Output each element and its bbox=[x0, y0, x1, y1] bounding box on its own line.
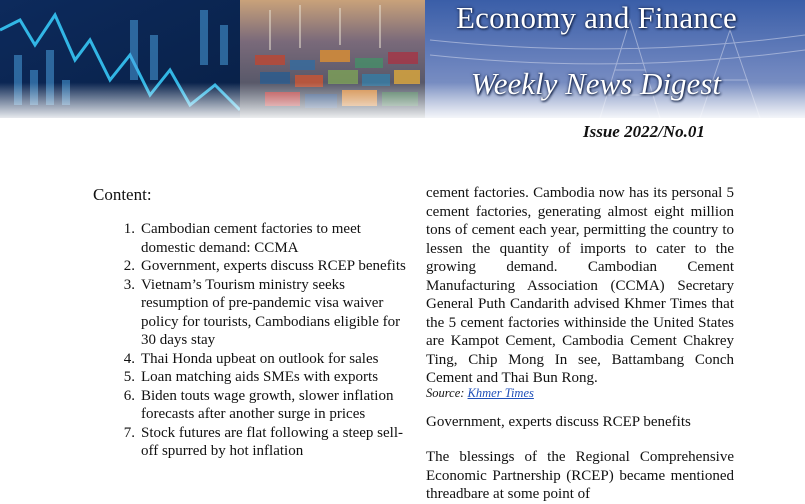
contents-item-number: 2. bbox=[123, 258, 135, 274]
contents-item[interactable] bbox=[113, 387, 413, 424]
contents-item-number: 4. bbox=[123, 350, 135, 367]
article-body bbox=[426, 448, 734, 504]
contents-item-number: 3. bbox=[123, 276, 135, 293]
contents-item-text: Stock futures are flat following a steep sell-off spurred by hot inflation bbox=[141, 424, 404, 459]
source-link[interactable]: Khmer Times bbox=[467, 386, 534, 400]
contents-item-text: Cambodian cement factories to meet domestic demand: CCMA bbox=[141, 221, 361, 256]
header-banner bbox=[0, 0, 805, 118]
contents-item-text: Government, experts discuss RCEP benefits bbox=[141, 258, 406, 274]
banner-subtitle: Weekly News Digest bbox=[470, 66, 721, 101]
contents-item[interactable] bbox=[113, 257, 413, 276]
contents-list bbox=[113, 220, 413, 461]
contents-item-text: Loan matching aids SMEs with exports bbox=[141, 369, 379, 385]
contents-item[interactable] bbox=[113, 220, 413, 257]
contents-item-number: 7. bbox=[123, 424, 135, 441]
issue-number: Issue 2022/No.01 bbox=[583, 122, 705, 141]
contents-item-text: Vietnam’s Tourism ministry seeks resumption of pre-pandemic visa waiver policy for tourists, Cambodians eligible for 30 days stay bbox=[141, 276, 401, 348]
article-source bbox=[426, 386, 534, 401]
contents-item[interactable] bbox=[113, 424, 413, 461]
contents-item-number: 6. bbox=[123, 387, 135, 404]
article-body-continued bbox=[426, 184, 734, 388]
contents-item[interactable] bbox=[113, 368, 413, 387]
contents-item[interactable] bbox=[113, 276, 413, 350]
contents-item-number: 5. bbox=[123, 369, 135, 385]
source-label: Source: bbox=[426, 386, 465, 400]
article-title: Government, experts discuss RCEP benefits bbox=[426, 414, 691, 430]
contents-item-number: 1. bbox=[123, 221, 135, 237]
banner-title: Economy and Finance bbox=[456, 0, 737, 35]
contents-item-text: Biden touts wage growth, slower inflation forecasts after another surge in prices bbox=[141, 387, 394, 422]
article-paragraph: cement factories. Cambodia now has its personal 5 cement factories, generating almost eight million tons of cement each year, permitting the country to lessen the quantity of imports to cater to the growing demand. Cambodian Cement Manufacturing Association (CCMA) Secretary General Puth Candarith advised Khmer Times that the 5 cement factories withinside the United States are Kampot Cement, Cambodia Cement Chakrey Ting, Chip Mong In see, Battambang Conch Cement and Thai Bun Rong. bbox=[426, 185, 734, 386]
article-paragraph: The blessings of the Regional Comprehensive Economic Partnership (RCEP) became mentioned threadbare at some point of bbox=[426, 449, 734, 502]
contents-heading: Content: bbox=[93, 185, 152, 204]
contents-item-text: Thai Honda upbeat on outlook for sales bbox=[141, 350, 379, 367]
contents-item[interactable] bbox=[113, 350, 413, 369]
